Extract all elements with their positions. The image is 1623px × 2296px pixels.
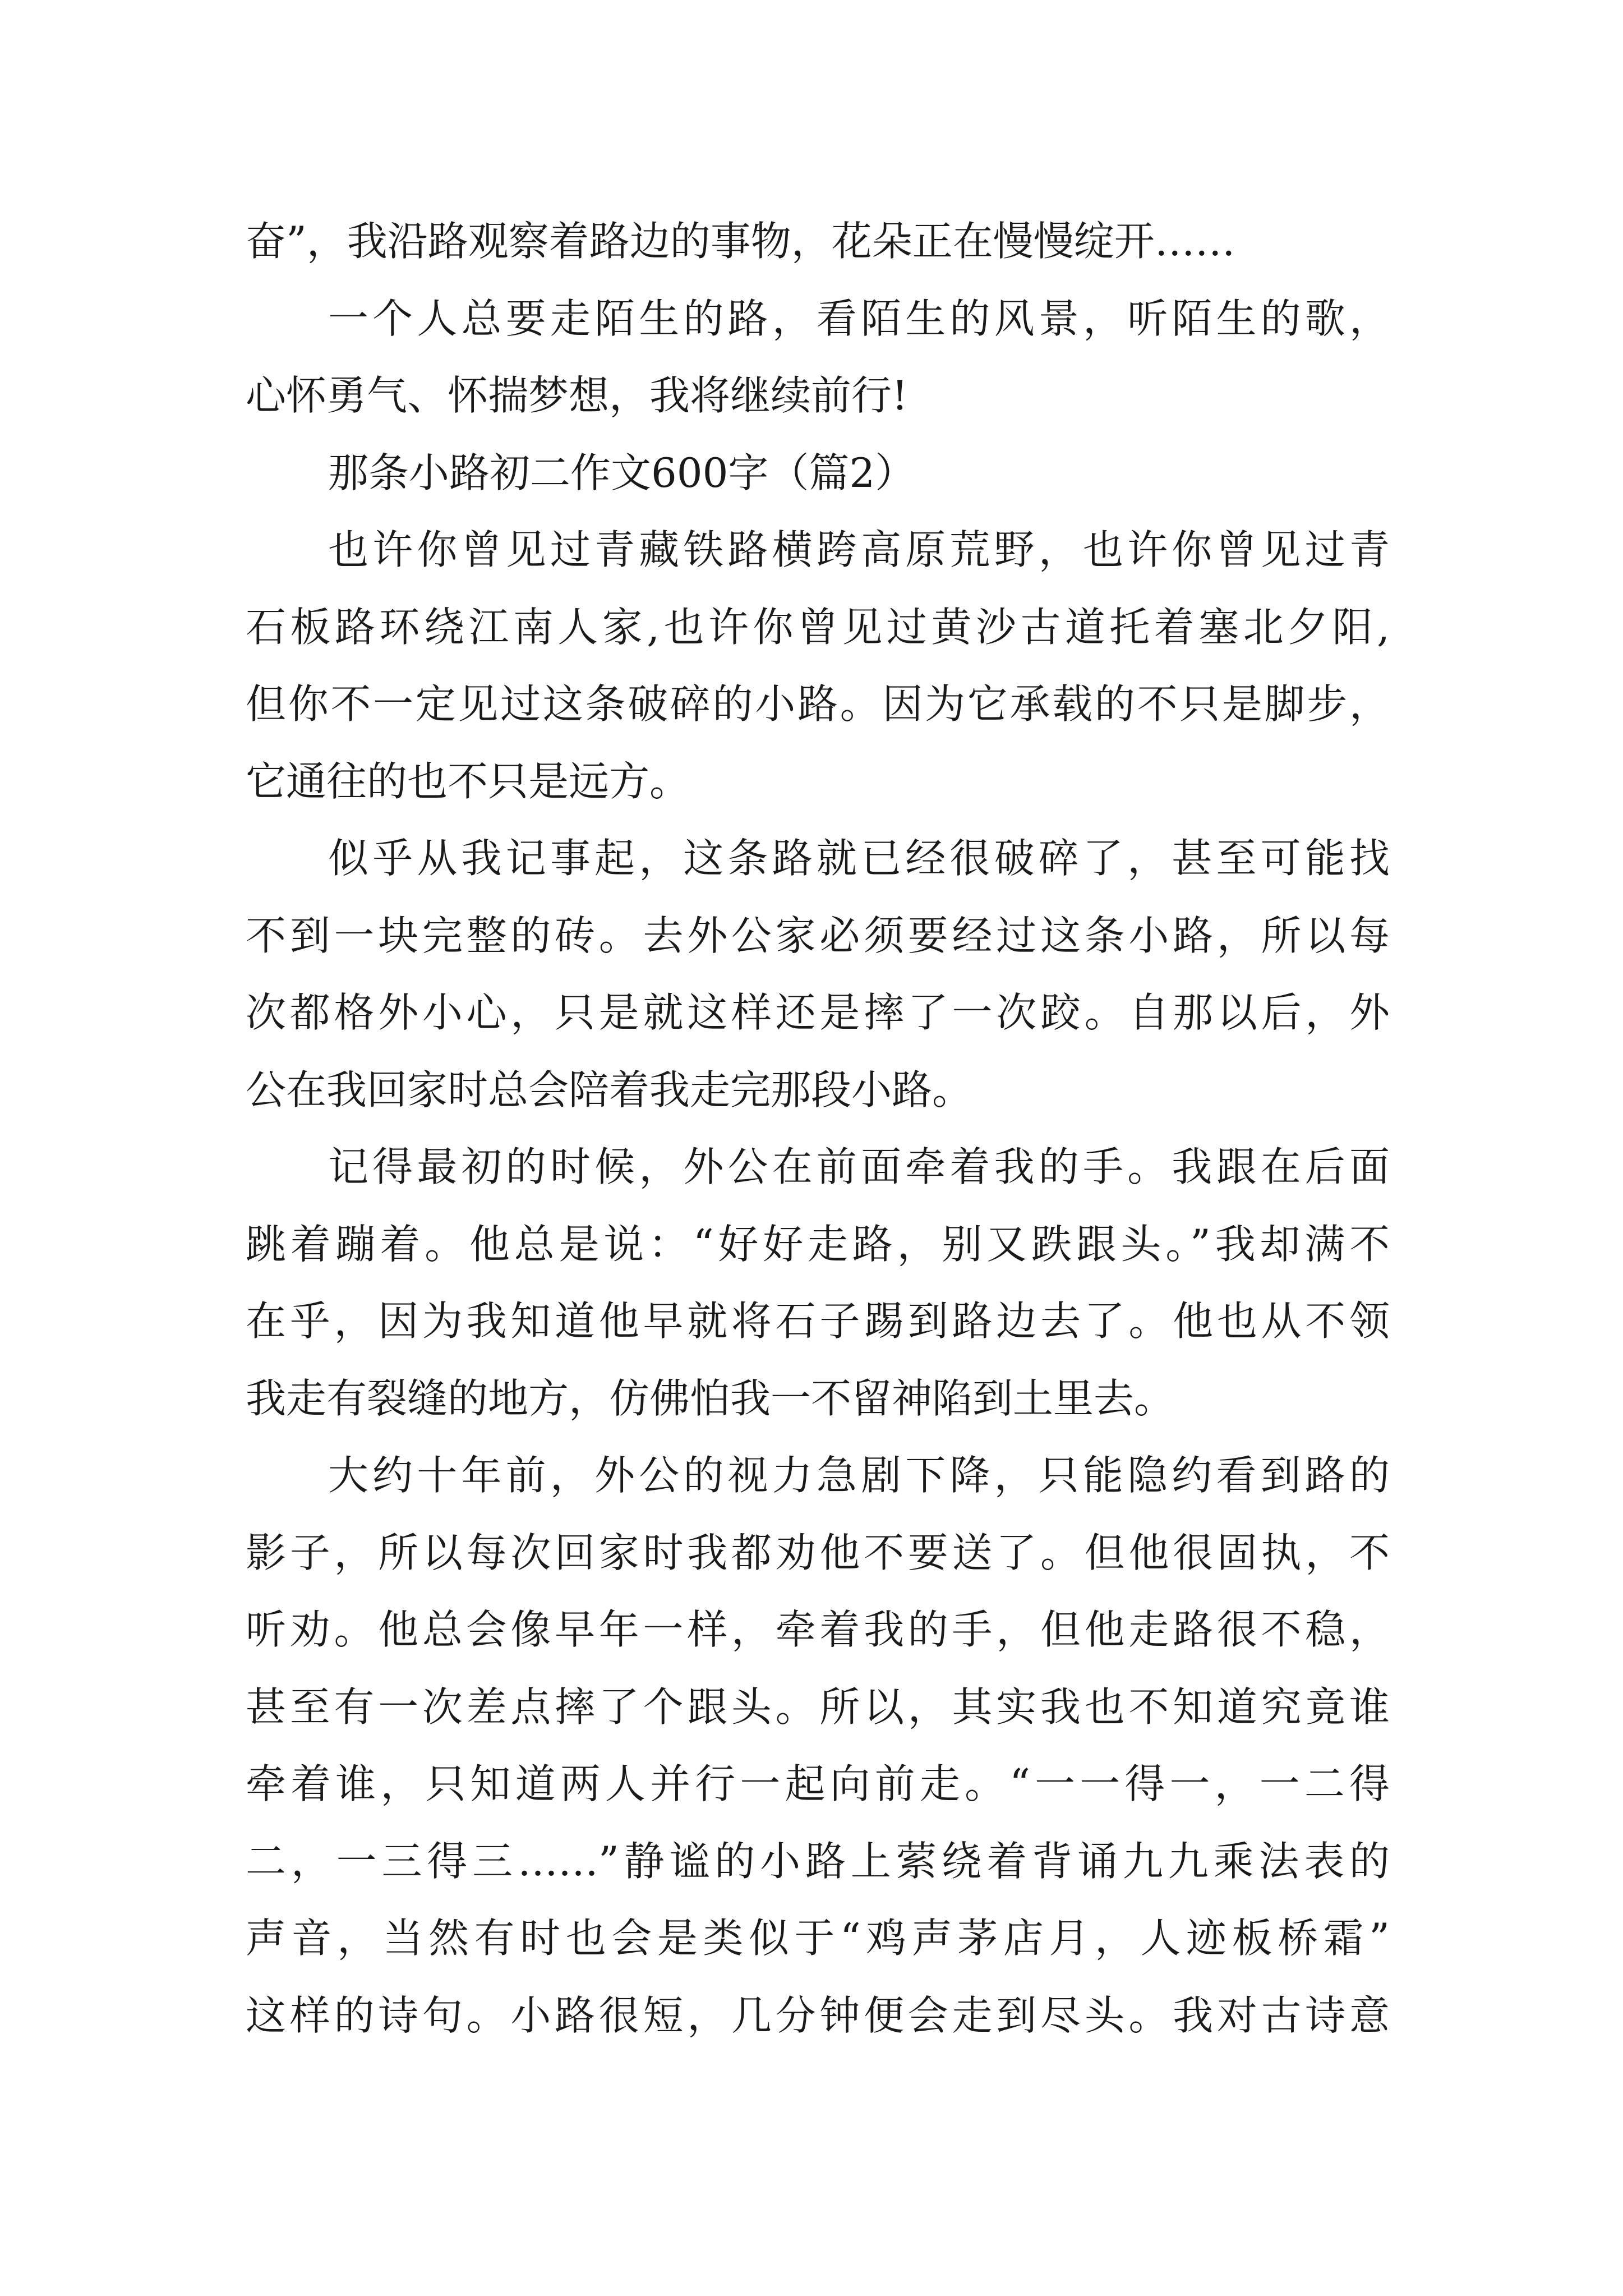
paragraph-line: 这样的诗句。小路很短，几分钟便会走到尽头。我对古诗意 (246, 1992, 1390, 2039)
section-heading: 那条小路初二作文600字（篇2） (328, 449, 916, 496)
paragraph-line: 一个人总要走陌生的路，看陌生的风景，听陌生的歌， (328, 295, 1390, 342)
paragraph-line: 甚至有一次差点摔了个跟头。所以，其实我也不知道究竟谁 (246, 1683, 1390, 1731)
paragraph-line: 次都格外小心，只是就这样还是摔了一次跤。自那以后，外 (246, 989, 1390, 1036)
paragraph-line: 牵着谁，只知道两人并行一起向前走。“一一得一，一二得 (246, 1760, 1390, 1807)
paragraph-line: 跳着蹦着。他总是说：“好好走路，别又跌跟头。”我却满不 (246, 1221, 1390, 1268)
paragraph-line: 公在我回家时总会陪着我走完那段小路。 (246, 1066, 973, 1114)
paragraph-line: 奋”，我沿路观察着路边的事物，花朵正在慢慢绽开…… (246, 218, 1235, 265)
paragraph-line: 石板路环绕江南人家,也许你曾见过黄沙古道托着塞北夕阳, (246, 604, 1390, 651)
paragraph-line: 大约十年前，外公的视力急剧下降，只能隐约看到路的 (328, 1452, 1390, 1499)
paragraph-line: 我走有裂缝的地方，仿佛怕我一不留神陷到土里去。 (246, 1375, 1175, 1422)
paragraph-line: 但你不一定见过这条破碎的小路。因为它承载的不只是脚步， (246, 680, 1390, 728)
paragraph-line: 记得最初的时候，外公在前面牵着我的手。我跟在后面 (328, 1143, 1390, 1190)
paragraph-line: 声音，当然有时也会是类似于“鸡声茅店月，人迹板桥霜” (246, 1915, 1390, 1962)
paragraph-line: 似乎从我记事起，这条路就已经很破碎了，甚至可能找 (328, 835, 1390, 882)
paragraph-line: 二，一三得三……”静谧的小路上萦绕着背诵九九乘法表的 (246, 1838, 1390, 1885)
paragraph-line: 心怀勇气、怀揣梦想，我将继续前行! (246, 372, 908, 419)
paragraph-line: 不到一块完整的砖。去外公家必须要经过这条小路，所以每 (246, 912, 1390, 959)
paragraph-line: 它通往的也不只是远方。 (246, 758, 690, 805)
paragraph-line: 在乎，因为我知道他早就将石子踢到路边去了。他也从不领 (246, 1297, 1390, 1345)
paragraph-line: 也许你曾见过青藏铁路横跨高原荒野，也许你曾见过青 (328, 526, 1390, 573)
paragraph-line: 影子，所以每次回家时我都劝他不要送了。但他很固执，不 (246, 1529, 1390, 1576)
paragraph-line: 听劝。他总会像早年一样，牵着我的手，但他走路很不稳， (246, 1606, 1390, 1653)
